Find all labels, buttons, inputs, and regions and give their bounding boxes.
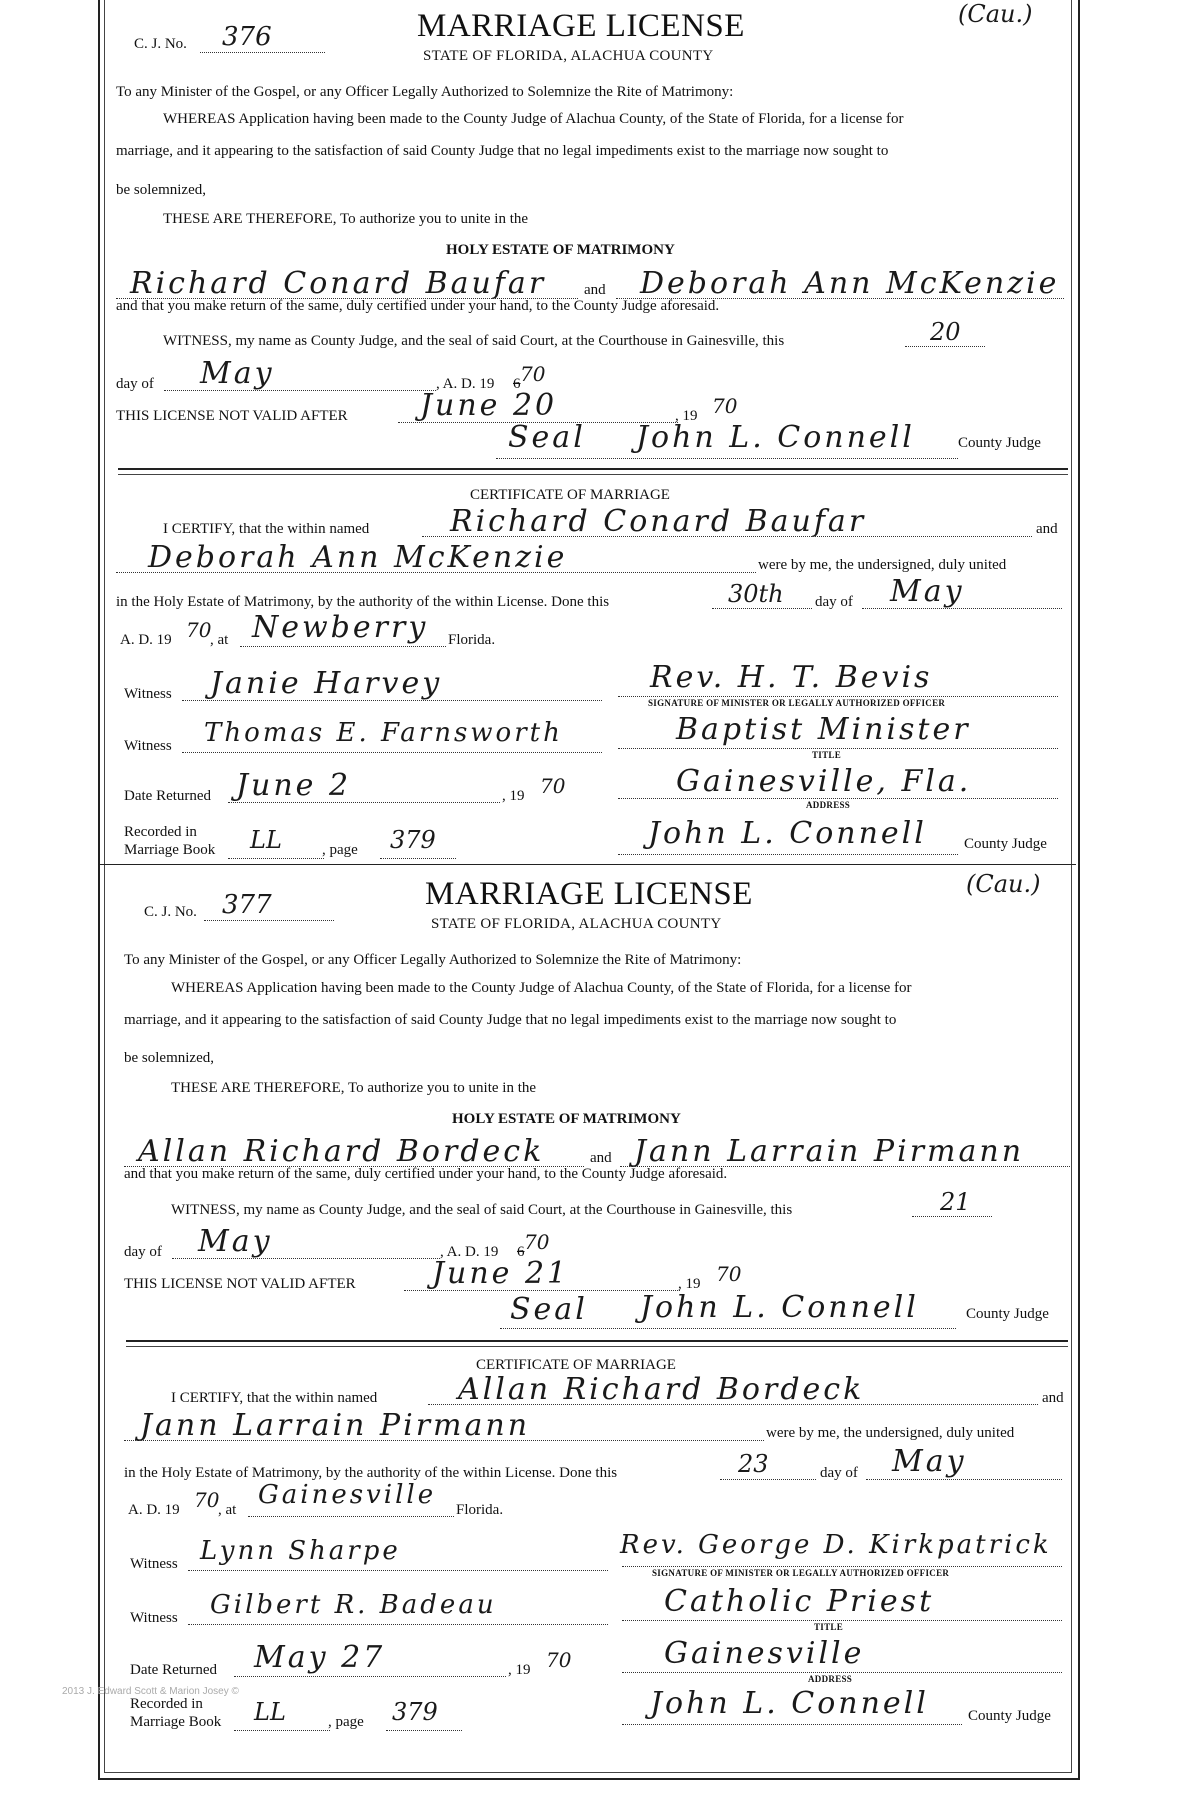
witness-2-signature: Thomas E. Farnsworth	[204, 718, 563, 748]
certificate-bride: Jann Larrain Pirmann	[140, 1408, 531, 1443]
authority-line: in the Holy Estate of Matrimony, by the authority of the within License. Done this	[124, 1465, 618, 1481]
not-valid-label: THIS LICENSE NOT VALID AFTER	[116, 408, 348, 424]
florida-text: Florida.	[456, 1502, 504, 1518]
authority-line: in the Holy Estate of Matrimony, by the authority of the within License. Done this	[116, 594, 610, 610]
returned-year-prefix: , 19	[502, 788, 525, 804]
corner-note: (Cau.)	[966, 870, 1041, 898]
day-of-label: day of	[116, 376, 154, 392]
officer-address: Gainesville, Fla.	[676, 764, 972, 799]
marriage-place: Gainesville	[258, 1480, 437, 1510]
page-number: 379	[392, 1698, 438, 1726]
county-judge-label: County Judge	[958, 435, 1041, 451]
certificate-groom: Richard Conard Baufar	[450, 504, 867, 539]
officer-title: Baptist Minister	[676, 712, 971, 747]
ad-label: , A. D. 19	[436, 376, 495, 392]
date-returned: May 27	[254, 1640, 386, 1675]
certify-line: I CERTIFY, that the within named	[163, 521, 370, 537]
witness-2-signature: Gilbert R. Badeau	[210, 1590, 497, 1620]
whereas-line-1: WHEREAS Application having been made to the County Judge of Alachua County, of the State of Florida, for a license for	[163, 111, 904, 127]
county-judge-label: County Judge	[966, 1306, 1049, 1322]
done-month: May	[890, 574, 965, 609]
certificate-and: and	[1042, 1390, 1064, 1406]
and-text: and	[584, 282, 606, 298]
address-line: To any Minister of the Gospel, or any Officer Legally Authorized to Solemnize the Rite of Matrimony:	[116, 84, 734, 100]
title-label: TITLE	[812, 750, 842, 760]
book-code: LL	[250, 826, 282, 854]
license-month: May	[200, 356, 275, 391]
therefore-line: THESE ARE THEREFORE, To authorize you to unite in the	[171, 1080, 537, 1096]
address-label: ADDRESS	[806, 800, 851, 810]
ad2-year: 70	[194, 1488, 220, 1512]
holy-estate-heading: HOLY ESTATE OF MATRIMONY	[446, 242, 675, 258]
done-day-of: day of	[815, 594, 853, 610]
ad-year: 70	[524, 1230, 550, 1254]
officer-signature-label: SIGNATURE OF MINISTER OR LEGALLY AUTHORIZED OFFICER	[648, 698, 946, 708]
at-label: , at	[218, 1502, 237, 1518]
officer-title: Catholic Priest	[664, 1584, 935, 1619]
certificate-groom: Allan Richard Bordeck	[458, 1372, 865, 1407]
page-number: 379	[390, 826, 436, 854]
cj-number: 377	[222, 890, 272, 920]
officer-signature: Rev. H. T. Bevis	[650, 660, 933, 695]
witness-1-signature: Janie Harvey	[210, 666, 443, 701]
therefore-line: THESE ARE THEREFORE, To authorize you to unite in the	[163, 211, 529, 227]
returned-year: 70	[540, 774, 566, 798]
ad2-label: A. D. 19	[128, 1502, 180, 1518]
title-label: TITLE	[814, 1622, 844, 1632]
united-text: were by me, the undersigned, duly united	[758, 557, 1007, 573]
ad-year: 70	[520, 362, 546, 386]
judge-signature-2: John L. Connell	[650, 1686, 929, 1721]
done-month: May	[892, 1444, 967, 1479]
not-valid-date: June 20	[420, 388, 558, 423]
not-valid-year: 70	[712, 394, 738, 418]
witness-label-1: Witness	[130, 1556, 178, 1572]
done-day-of: day of	[820, 1465, 858, 1481]
county-judge-label-2: County Judge	[964, 836, 1047, 852]
marriage-place: Newberry	[252, 610, 429, 645]
whereas-line-3: be solemnized,	[116, 182, 206, 198]
page-label: , page	[328, 1714, 364, 1730]
bride-name: Deborah Ann McKenzie	[640, 266, 1060, 301]
ad2-label: A. D. 19	[120, 632, 172, 648]
witness-label-1: Witness	[124, 686, 172, 702]
date-returned: June 2	[236, 768, 352, 803]
day-of-label: day of	[124, 1244, 162, 1260]
witness-1-signature: Lynn Sharpe	[200, 1536, 401, 1566]
address-label: ADDRESS	[808, 1674, 853, 1684]
ad-year-printed: 6	[517, 1244, 525, 1260]
at-label: , at	[210, 632, 229, 648]
return-line: and that you make return of the same, duly certified under your hand, to the County Judge aforesaid.	[124, 1166, 728, 1182]
united-text: were by me, the undersigned, duly united	[766, 1425, 1015, 1441]
officer-signature: Rev. George D. Kirkpatrick	[620, 1530, 1052, 1560]
seal-mark: Seal	[508, 420, 586, 455]
groom-name: Allan Richard Bordeck	[138, 1134, 545, 1169]
not-valid-date: June 21	[432, 1256, 570, 1291]
certificate-and: and	[1036, 521, 1058, 537]
judge-signature-2: John L. Connell	[648, 816, 927, 851]
recorded-in-label: Recorded in	[124, 824, 197, 840]
page-label: , page	[322, 842, 358, 858]
witness-day: 20	[930, 318, 961, 346]
license-subtitle: STATE OF FLORIDA, ALACHUA COUNTY	[423, 48, 714, 64]
certificate-bride: Deborah Ann McKenzie	[148, 540, 568, 575]
witness-label-2: Witness	[130, 1610, 178, 1626]
cj-number: 376	[222, 22, 272, 52]
judge-signature: John L. Connell	[636, 420, 915, 455]
marriage-book-label: Marriage Book	[130, 1714, 222, 1730]
not-valid-label: THIS LICENSE NOT VALID AFTER	[124, 1276, 356, 1292]
county-judge-label-2: County Judge	[968, 1708, 1051, 1724]
return-line: and that you make return of the same, duly certified under your hand, to the County Judge aforesaid.	[116, 298, 720, 314]
witness-judge-line: WITNESS, my name as County Judge, and the seal of said Court, at the Courthouse in Gainesville, this	[171, 1202, 793, 1218]
not-valid-year-label: , 19	[678, 1276, 701, 1292]
ad2-year: 70	[186, 618, 212, 642]
seal-mark: Seal	[510, 1292, 588, 1327]
cj-label: C. J. No.	[144, 904, 197, 920]
groom-name: Richard Conard Baufar	[130, 266, 547, 301]
not-valid-year: 70	[716, 1262, 742, 1286]
witness-day: 21	[940, 1188, 971, 1216]
book-code: LL	[254, 1698, 286, 1726]
marriage-book-label: Marriage Book	[124, 842, 216, 858]
cj-label: C. J. No.	[134, 36, 187, 52]
license-month: May	[198, 1224, 273, 1259]
done-day: 23	[738, 1450, 769, 1478]
certificate-title: CERTIFICATE OF MARRIAGE	[470, 487, 670, 503]
address-line: To any Minister of the Gospel, or any Officer Legally Authorized to Solemnize the Rite of Matrimony:	[124, 952, 742, 968]
date-returned-label: Date Returned	[130, 1662, 218, 1678]
date-returned-label: Date Returned	[124, 788, 212, 804]
officer-signature-label: SIGNATURE OF MINISTER OR LEGALLY AUTHORIZED OFFICER	[652, 1568, 950, 1578]
recorded-in-label: Recorded in	[130, 1696, 203, 1712]
watermark: 2013 J. Edward Scott & Marion Josey ©	[62, 1686, 239, 1697]
holy-estate-heading: HOLY ESTATE OF MATRIMONY	[452, 1111, 681, 1127]
returned-year: 70	[546, 1648, 572, 1672]
whereas-line-1: WHEREAS Application having been made to the County Judge of Alachua County, of the State of Florida, for a license for	[171, 980, 912, 996]
returned-year-prefix: , 19	[508, 1662, 531, 1678]
ad-year-printed: 6	[513, 376, 521, 392]
certificate-title: CERTIFICATE OF MARRIAGE	[476, 1357, 676, 1373]
witness-judge-line: WITNESS, my name as County Judge, and the seal of said Court, at the Courthouse in Gainesville, this	[163, 333, 785, 349]
ad-label: , A. D. 19	[440, 1244, 499, 1260]
license-subtitle: STATE OF FLORIDA, ALACHUA COUNTY	[431, 916, 722, 932]
license-title: MARRIAGE LICENSE	[425, 876, 753, 912]
done-day: 30th	[728, 580, 784, 608]
whereas-line-2: marriage, and it appearing to the satisfaction of said County Judge that no legal impediments exist to the marriage now sought to	[116, 143, 889, 159]
florida-text: Florida.	[448, 632, 496, 648]
not-valid-year-label: , 19	[675, 408, 698, 424]
and-text: and	[590, 1150, 612, 1166]
witness-label-2: Witness	[124, 738, 172, 754]
whereas-line-2: marriage, and it appearing to the satisfaction of said County Judge that no legal impediments exist to the marriage now sought to	[124, 1012, 897, 1028]
certify-line: I CERTIFY, that the within named	[171, 1390, 378, 1406]
license-title: MARRIAGE LICENSE	[417, 8, 745, 44]
corner-note: (Cau.)	[958, 0, 1033, 28]
whereas-line-3: be solemnized,	[124, 1050, 214, 1066]
officer-address: Gainesville	[664, 1636, 865, 1671]
judge-signature: John L. Connell	[640, 1290, 919, 1325]
bride-name: Jann Larrain Pirmann	[634, 1134, 1025, 1169]
